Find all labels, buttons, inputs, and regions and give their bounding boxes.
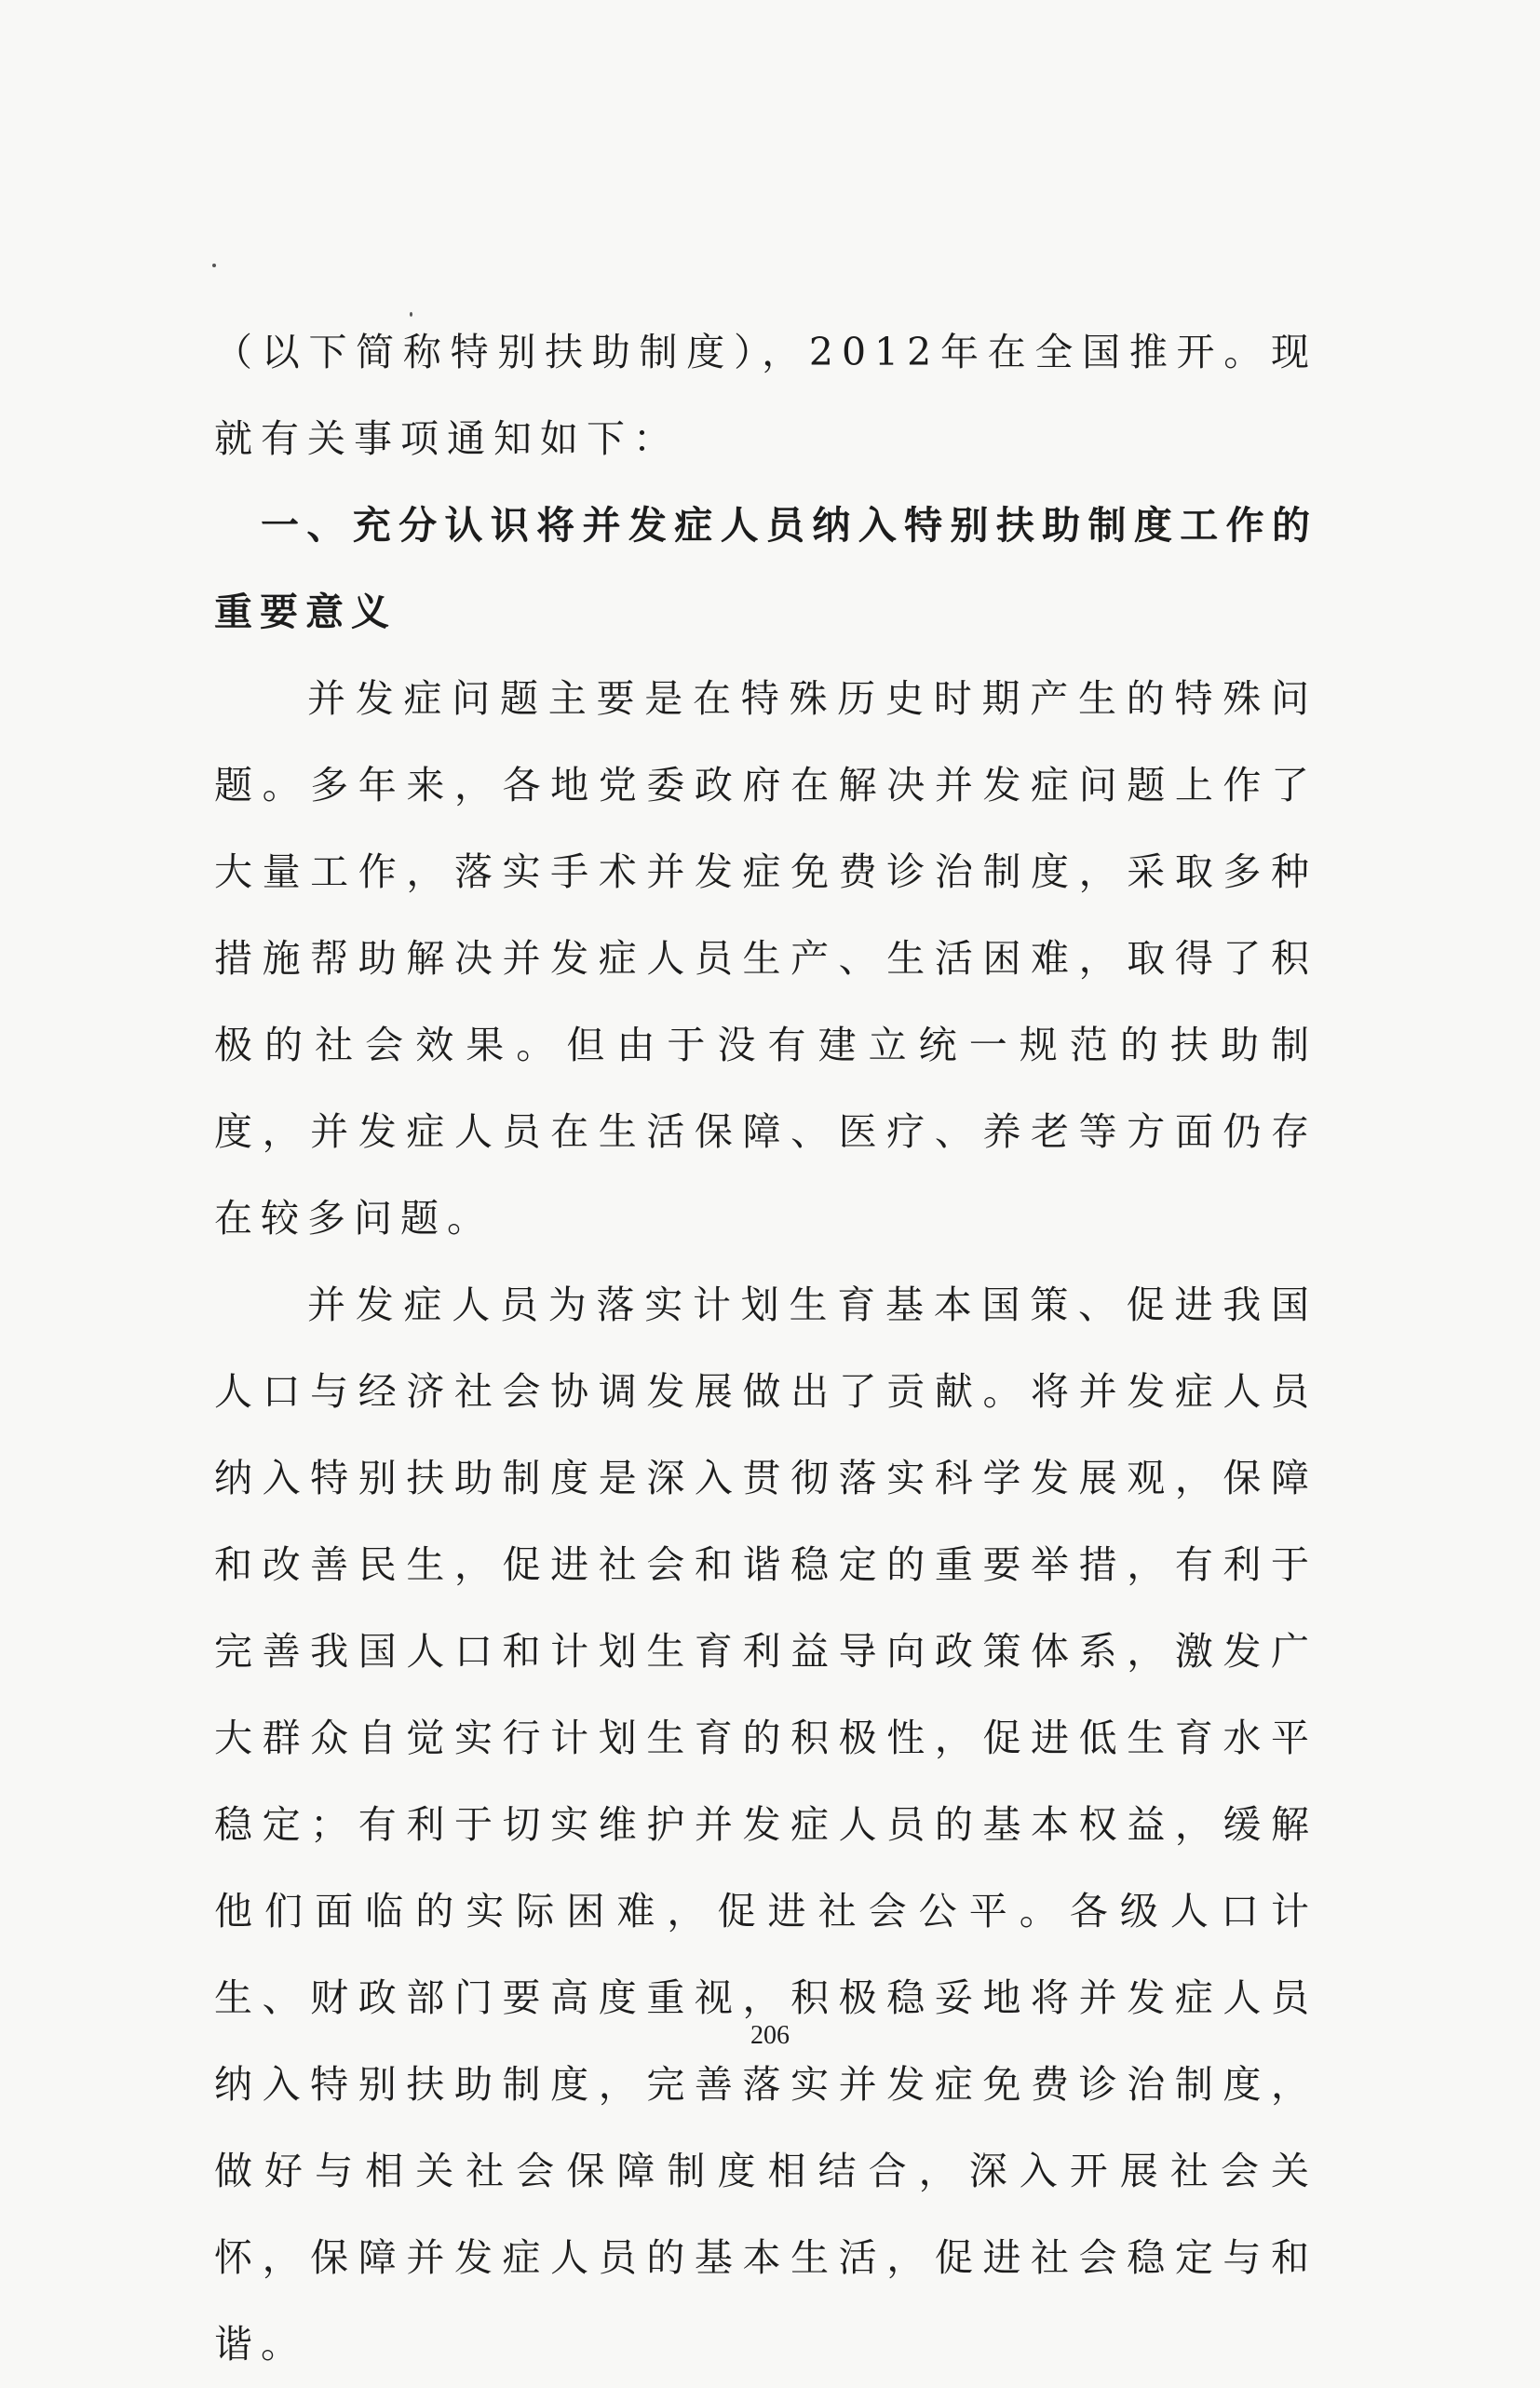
paragraph-significance: 并发症人员为落实计划生育基本国策、促进我国人口与经济社会协调发展做出了贡献。将并发症人员纳入特别扶助制度是深入贯彻落实科学发展观，保障和改善民生，促进社会和谐稳定的重要举措，有利于完善我国人口和计划生育利益导向政策体系，激发广大群众自觉实行计划生育的积极性，促进低生育水平稳定；有利于切实维护并发症人员的基本权益，缓解他们面临的实际困难，促进社会公平。各级人口计生、财政部门要高度重视，积极稳妥地将并发症人员纳入特别扶助制度，完善落实并发症免费诊治制度，做好与相关社会保障制度相结合，深入开展社会关怀，保障并发症人员的基本生活，促进社会稳定与和谐。 [214,1282,1317,2367]
section-heading: 一、充分认识将并发症人员纳入特别扶助制度工作的重要意义 [214,503,1317,634]
scan-speck [212,264,216,267]
document-body [214,309,1317,2388]
paragraph-background: 并发症问题主要是在特殊历史时期产生的特殊问题。多年来，各地党委政府在解决并发症问题上作了大量工作，落实手术并发症免费诊治制度，采取多种措施帮助解决并发症人员生产、生活困难，取得了积极的社会效果。但由于没有建立统一规范的扶助制度，并发症人员在生活保障、医疗、养老等方面仍存在较多问题。 [214,676,1317,1241]
page-number: 206 [750,2021,790,2050]
paragraph-intro: （以下简称特别扶助制度），2012年在全国推开。现就有关事项通知如下： [214,330,1317,461]
